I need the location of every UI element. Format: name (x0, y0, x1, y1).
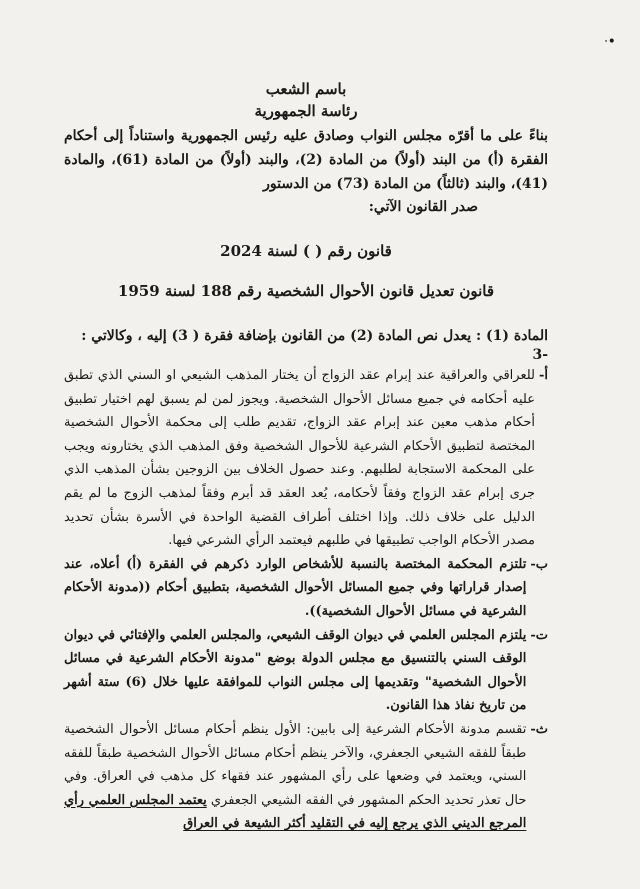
header-in-the-name-of-people: باسم الشعب (265, 80, 347, 98)
clause-text-wrap (64, 718, 526, 836)
clause-text-underlined: يعتمد المجلس العلمي رأي المرجع الديني الذي يرجع إليه في التقليد أكثر الشيعة في العراق (64, 792, 527, 832)
preamble: بناءً على ما أقرّه مجلس النواب وصادق عليه رئيس الجمهورية واستناداً إلى أحكام الفقرة (أ) من البند (أولاً) من المادة (2)، والبند (أولاً) من المادة (61)، والمادة (41)، والبند (ثالثاً) من المادة (73) من الدستور (64, 128, 548, 192)
clause-text: يلتزم المجلس العلمي في ديوان الوقف الشيعي، والمجلس العلمي والإفتائي في ديوان الوقف السني بالتنسيق مع مجلس الدولة بوضع "مدونة الأحكام الشرعية في مسائل الأحوال الشخصية" وتقديمها إلى مجلس النواب للموافقة عليها خلال (6) ستة أشهر من تاريخ نفاذ هذا القانون. (64, 627, 527, 714)
clause-t (64, 624, 548, 718)
clause-label: أ- (538, 368, 548, 383)
clause-text: للعراقي والعراقية عند إبرام عقد الزواج أن يختار المذهب الشيعي او السني الذي تطبق عليه أحكامه في جميع مسائل الأحوال الشخصية. ويجوز لمن لم يسبق لهم اختيار تطبيق أحكام مذهب معين عند إبرام عقد الزواج، تقديم طلب إلى محكمة الأحوال الشخصية المختصة لتطبيق الأحكام الشرعية للأحوال الشخصية وفق المذهب الذي يختارونه ويجب على المحكمة الاستجابة لطلبهم. وعند حصول الخلاف بين الزوجين بشأن المذهب الذي جرى إبرام عقد الزواج وفقاً لأحكامه، يُعد العقد قد أبرم وفقاً لمذهب الزوج ما لم يقم الدليل على خلاف ذلك. وإذا اختلف أطراف القضية الواحدة في الأسرة بشأن تحديد مصدر الأحكام الواجب تطبيقها في طلبهم فيعتمد الرأي الشرعي فيها. (64, 368, 535, 549)
clause-text: تلتزم المحكمة المختصة بالنسبة للأشخاص الوارد ذكرهم في الفقرة (أ) أعلاه، عند إصدار قراراتها وفي جميع المسائل الأحوال الشخصية، بتطبيق أحكام ((مدونة الأحكام الشرعية في مسائل الأحوال الشخصية)). (64, 556, 527, 619)
law-number: قانون رقم ( ) لسنة 2024 (220, 242, 392, 260)
clause-th (64, 718, 548, 836)
clause-text: تقسم مدونة الأحكام الشرعية إلى بابين: الأول ينظم أحكام مسائل الأحوال الشخصية طبقاً للفقه الشيعي الجعفري، والآخر ينظم أحكام مسائل الأحوال الشخصية طبقاً للفقه السني، ويعتمد في وضعها على رأي المشهور عند فقهاء كل مذهب في العراق. وفي حال تعذر تحديد الحكم المشهور في الفقه الشيعي الجعفري (64, 721, 527, 808)
header-presidency: رئاسة الجمهورية (254, 102, 358, 120)
margin-mark: •ᐧ (604, 34, 616, 50)
article-heading: المادة (1) : يعدل نص المادة (2) من القانون بإضافة فقرة ( 3) إليه ، وكالاتي : (81, 328, 548, 344)
clause-label: ب- (530, 556, 548, 572)
clause-label: ت- (530, 627, 548, 643)
clause-label: ث- (530, 721, 548, 737)
clause-b (64, 553, 548, 624)
decree-line: صدر القانون الآتي: (368, 199, 478, 215)
clause-a (64, 364, 548, 553)
paragraph-number: -3 (532, 347, 548, 363)
law-title: قانون تعديل قانون الأحوال الشخصية رقم 188 لسنة 1959 (117, 282, 495, 300)
